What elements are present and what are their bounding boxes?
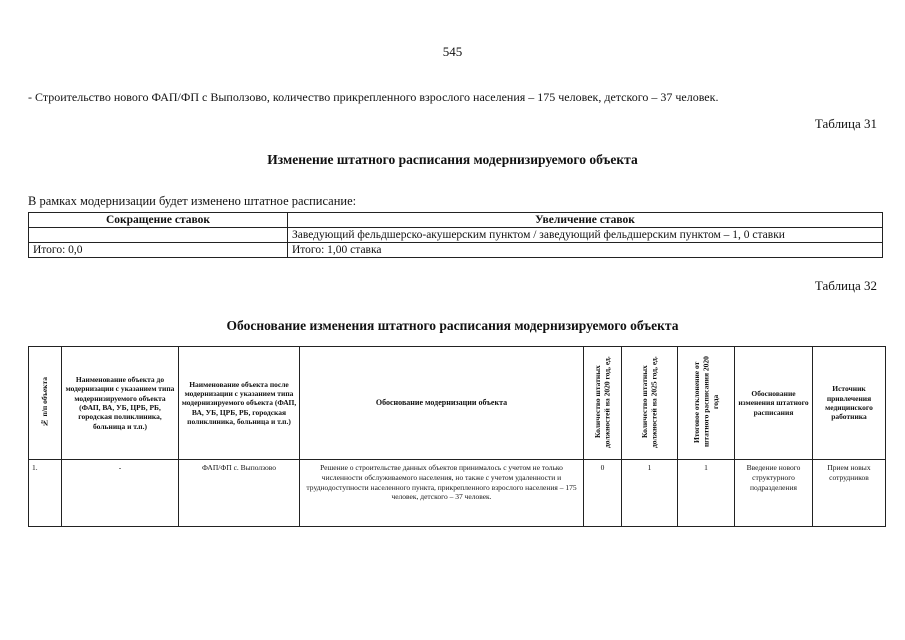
table32-title: Обоснование изменения штатного расписания модернизируемого объекта: [226, 318, 679, 333]
header-reduction: Сокращение ставок: [29, 213, 288, 228]
header-after: Наименование объекта после модернизации с указанием типа модернизируемого объекта (ФАП, ВА, УБ, ЦРБ, РБ, городская поликлиника, больница и т.п.): [179, 347, 300, 460]
table31-intro: В рамках модернизации будет изменено штатное расписание:: [28, 194, 357, 208]
header-reason: Обоснование модернизации объекта: [300, 347, 584, 460]
header-deviation: Итоговое отклонение от штатного расписания 2020 года: [678, 347, 735, 460]
cell-after: ФАП/ФП с. Выползово: [179, 460, 300, 527]
table-row: [29, 228, 883, 243]
header-change-basis: Обоснование изменения штатного расписания: [735, 347, 813, 460]
table32-label: Таблица 32: [814, 278, 877, 293]
cell-qty2025: 1: [622, 460, 678, 527]
header-before: Наименование объекта до модернизации с указанием типа модернизируемого объекта (ФАП, ВА, УБ, ЦРБ, РБ, городская поликлиника, больница и т.п.): [62, 347, 179, 460]
header-qty2025: Количество штатных должностей на 2025 год, ед.: [622, 347, 678, 460]
table-total-row: [29, 243, 883, 258]
header-increase: Увеличение ставок: [288, 213, 883, 228]
cell-increase: Заведующий фельдшерско-акушерским пунктом / заведующий фельдшерским пунктом – 1, 0 ставки: [288, 228, 883, 243]
page-number: 545: [442, 44, 463, 59]
cell-reason: Решение о строительстве данных объектов принималось с учетом не только численности обслуживаемого населения, но также с учетом удаленности и труднодоступности населенного пункта, прикрепленного взрослого населения – 175 человек, детского – 37 человек.: [300, 460, 584, 527]
total-reduction: Итого: 0,0: [29, 243, 288, 258]
cell-change-basis: Введение нового структурного подразделения: [735, 460, 813, 527]
table31-label: Таблица 31: [814, 116, 877, 131]
cell-source: Прием новых сотрудников: [813, 460, 886, 527]
table-header-row: [29, 347, 886, 460]
staffing-justification-table: [28, 346, 886, 527]
header-num: № п/п объекта: [29, 347, 62, 460]
cell-num: 1.: [29, 460, 62, 527]
table-row: [29, 460, 886, 527]
table31-title: Изменение штатного расписания модернизируемого объекта: [267, 152, 638, 167]
staffing-change-table: [28, 212, 883, 258]
cell-reduction: [29, 228, 288, 243]
header-source: Источник привлечения медицинского работника: [813, 347, 886, 460]
intro-text: - Строительство нового ФАП/ФП с Выползово, количество прикрепленного взрослого населения – 175 человек, детского – 37 человек.: [28, 90, 719, 104]
header-qty2020: Количество штатных должностей на 2020 год, ед.: [584, 347, 622, 460]
cell-deviation: 1: [678, 460, 735, 527]
cell-before: -: [62, 460, 179, 527]
table-header-row: [29, 213, 883, 228]
cell-qty2020: 0: [584, 460, 622, 527]
total-increase: Итого: 1,00 ставка: [288, 243, 883, 258]
